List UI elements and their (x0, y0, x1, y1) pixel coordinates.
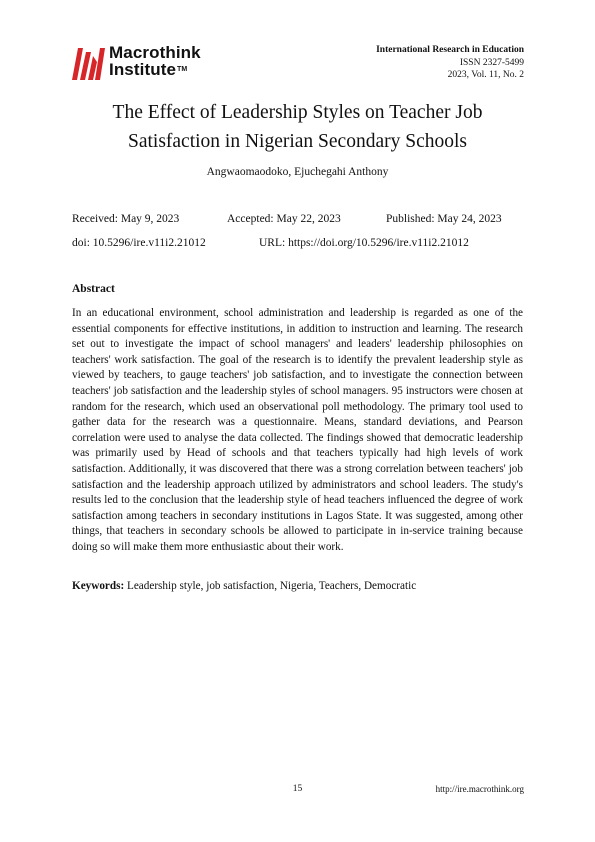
journal-volume: 2023, Vol. 11, No. 2 (447, 70, 524, 80)
journal-issn: ISSN 2327-5499 (459, 57, 524, 68)
article-title-line1: The Effect of Leadership Styles on Teacher Job (112, 102, 483, 123)
article-identifiers (72, 237, 523, 253)
keywords-label: Keywords: (72, 580, 125, 592)
logo-trademark: TM (177, 66, 188, 73)
page-number: 15 (292, 784, 303, 794)
journal-info (376, 44, 524, 82)
logo-line2 (109, 61, 201, 78)
footer-url[interactable]: http://ire.macrothink.org (435, 784, 524, 794)
keywords (72, 579, 523, 594)
received-date: Received: May 9, 2023 (72, 213, 180, 225)
article-title-line2: Satisfaction in Nigerian Secondary Schools (127, 131, 467, 152)
logo-line2-text: Institute (109, 60, 177, 79)
article-url[interactable]: URL: https://doi.org/10.5296/ire.v11i2.21012 (259, 237, 469, 249)
logo-wordmark (109, 44, 201, 78)
abstract-body: In an educational environment, school administration and leadership is regarded as one of the essential components for effective institutions, in addition to instruction and learning. The research set out to investigate the impact of school managers' and leaders' leadership philosophies on teachers' work satisfaction. The goal of the research is to identify the prevalent leadership style as viewed by teachers, to gauge teachers' job satisfaction, and to investigate the connection between teachers' job satisfaction and the leadership styles of school managers. 95 instructors were chosen at random for the research, which used an observational poll methodology. The primary tool used to gather data for the research was a questionnaire. Means, standard deviations, and Pearson correlation were used to analyse the data collected. The findings showed that democratic leadership was primarily used by Head of schools and that teachers typically had high levels of work satisfaction. Additionally, it was discovered that there was a strong correlation between teachers' job satisfaction and the leadership approach utilized by administrators and school leaders. The study's results led to the conclusion that the leadership style of head teachers influenced the degree of work satisfaction among teachers in secondary institutions in Lagos State. It was suggested, among other things, that teachers in secondary schools be allowed to participate in in-service training because doing so will make them more enthusiastic about their work. (72, 307, 523, 553)
macrothink-logo-icon (71, 44, 107, 80)
keywords-text: Leadership style, job satisfaction, Nigeria, Teachers, Democratic (124, 580, 417, 592)
publisher-logo (71, 44, 241, 80)
journal-name: International Research in Education (376, 45, 524, 55)
published-date: Published: May 24, 2023 (386, 213, 502, 225)
logo-line1: Macrothink (109, 43, 201, 62)
article-dates (72, 213, 523, 229)
accepted-date: Accepted: May 22, 2023 (227, 213, 341, 225)
article-doi: doi: 10.5296/ire.v11i2.21012 (72, 237, 206, 249)
abstract-heading: Abstract (72, 283, 115, 295)
article-title (60, 98, 535, 156)
article-authors: Angwaomaodoko, Ejuchegahi Anthony (206, 166, 389, 178)
